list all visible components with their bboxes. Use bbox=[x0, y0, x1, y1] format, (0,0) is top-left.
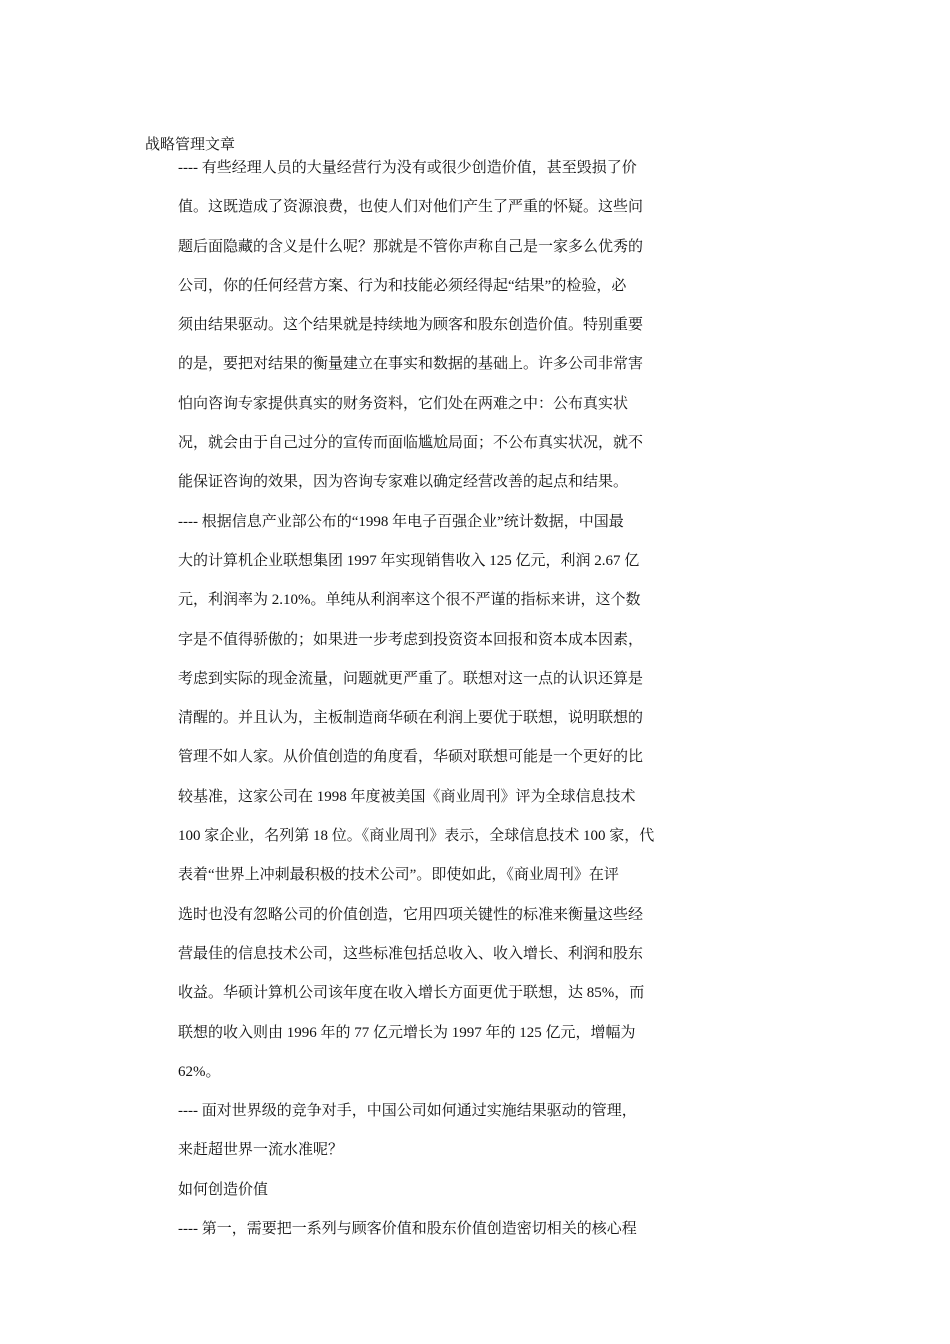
text-line: 题后面隐藏的含义是什么呢？那就是不管你声称自己是一家多么优秀的 bbox=[178, 238, 644, 255]
text-line: 收益。华硕计算机公司该年度在收入增长方面更优于联想，达 85%，而 bbox=[178, 985, 645, 1002]
text-line: 须由结果驱动。这个结果就是持续地为顾客和股东创造价值。特别重要 bbox=[178, 317, 644, 334]
text-line: 的是，要把对结果的衡量建立在事实和数据的基础上。许多公司非常害 bbox=[178, 356, 644, 373]
article-body bbox=[178, 149, 738, 1249]
text-line: 管理不如人家。从价值创造的角度看，华硕对联想可能是一个更好的比 bbox=[178, 749, 644, 766]
text-line: ---- 第一，需要把一系列与顾客价值和股东价值创造密切相关的核心程 bbox=[178, 1221, 637, 1238]
text-line: 来赶超世界一流水准呢？ bbox=[178, 1142, 344, 1159]
text-line: ---- 面对世界级的竞争对手，中国公司如何通过实施结果驱动的管理， bbox=[178, 1103, 637, 1120]
text-line: 怕向咨询专家提供真实的财务资料，它们处在两难之中：公布真实状 bbox=[178, 395, 629, 412]
text-line: 选时也没有忽略公司的价值创造，它用四项关键性的标准来衡量这些经 bbox=[178, 906, 644, 923]
text-line: 较基准，这家公司在 1998 年度被美国《商业周刊》评为全球信息技术 bbox=[178, 788, 636, 805]
text-line: 联想的收入则由 1996 年的 77 亿元增长为 1997 年的 125 亿元，增幅为 bbox=[178, 1024, 636, 1041]
text-line: 100 家企业，名列第 18 位。《商业周刊》表示，全球信息技术 100 家，代 bbox=[178, 828, 655, 845]
text-line: 元，利润率为 2.10%。单纯从利润率这个很不严谨的指标来讲，这个数 bbox=[178, 592, 641, 609]
text-line: 况，就会由于自己过分的宣传而面临尴尬局面；不公布真实状况，就不 bbox=[178, 435, 644, 452]
text-line: 值。这既造成了资源浪费，也使人们对他们产生了严重的怀疑。这些问 bbox=[178, 199, 644, 216]
text-line: 字是不值得骄傲的；如果进一步考虑到投资资本回报和资本成本因素， bbox=[178, 631, 644, 648]
text-line: ---- 根据信息产业部公布的“1998 年电子百强企业”统计数据，中国最 bbox=[178, 513, 624, 530]
section-heading: 如何创造价值 bbox=[178, 1181, 269, 1198]
text-line: 表着“世界上冲刺最积极的技术公司”。即使如此，《商业周刊》在评 bbox=[178, 867, 619, 884]
text-line: ---- 有些经理人员的大量经营行为没有或很少创造价值，甚至毁损了价 bbox=[178, 160, 637, 176]
text-line: 营最佳的信息技术公司，这些标准包括总收入、收入增长、利润和股东 bbox=[178, 945, 644, 962]
text-line: 清醒的。并且认为，主板制造商华硕在利润上要优于联想，说明联想的 bbox=[178, 710, 644, 727]
text-line: 能保证咨询的效果，因为咨询专家难以确定经营改善的起点和结果。 bbox=[178, 474, 629, 491]
text-line: 公司，你的任何经营方案、行为和技能必须经得起“结果”的检验，必 bbox=[178, 277, 627, 294]
text-line: 62%。 bbox=[178, 1063, 221, 1080]
text-line: 考虑到实际的现金流量，问题就更严重了。联想对这一点的认识还算是 bbox=[178, 670, 644, 687]
text-line: 大的计算机企业联想集团 1997 年实现销售收入 125 亿元，利润 2.67 亿 bbox=[178, 552, 640, 569]
document-title: 战略管理文章 bbox=[145, 137, 236, 153]
